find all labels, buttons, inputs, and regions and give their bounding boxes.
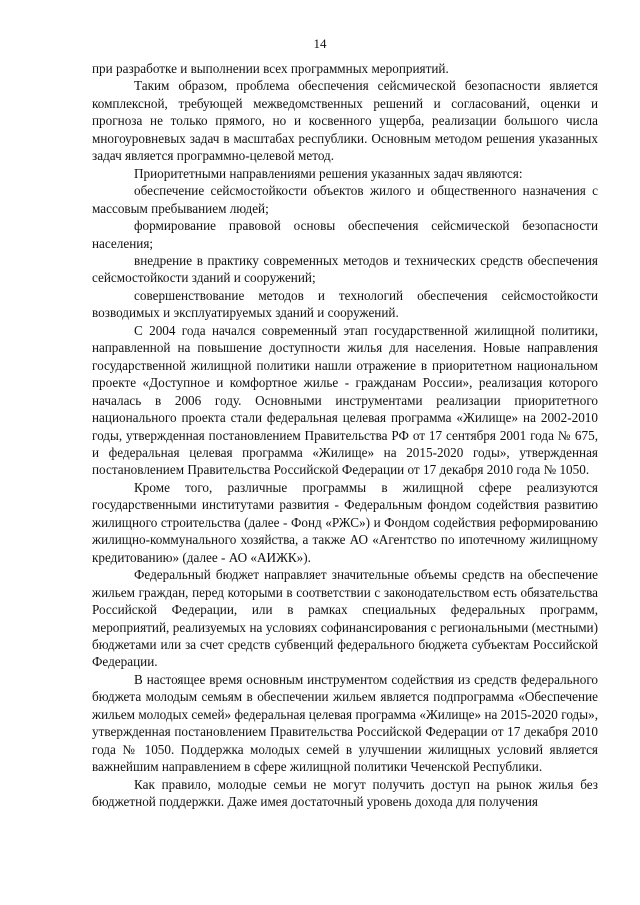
list-item-legal-basis: формирование правовой основы обеспечения сейсмической безопасности населения; <box>92 218 598 251</box>
paragraph-young-families-subprogram: В настоящее время основным инструментом содействия из средств федерального бюджета молодым семьям в обеспечении жильем является подпрограмма «Обеспечение жильем молодых семей» федеральная целевая программа «Жилище» на 2015-2020 годы», утвержденная постановлением Правительства Российской Федерации от 17 декабря 2010 года № 1050. Поддержка молодых семей в улучшении жилищных условий является важнейшим направлением в сфере жилищной политики Чеченской Республики. <box>92 671 598 775</box>
paragraph-seismic-problem: Таким образом, проблема обеспечения сейсмической безопасности является комплексной, требующей межведомственных решений и согласований, оценки и прогноза не только прямого, но и косвенного ущерба, реализации большого числа многоуровневых задач в масштабах республики. Основным методом решения указанных задач является программно-целевой метод. <box>92 78 598 164</box>
paragraph-development-institutions: Кроме того, различные программы в жилищной сфере реализуются государственными институтами развития - Федеральным фондом содействия развитию жилищного строительства (далее - Фонд «РЖС») и Фондом содействия реформированию жилищно-коммунального хозяйства, а также АО «Агентство по ипотечному жилищному кредитованию» (далее - АО «АИЖК»). <box>92 479 598 565</box>
list-item-seismic-resistance-objects: обеспечение сейсмостойкости объектов жилого и общественного назначения с массовым пребыванием людей; <box>92 183 598 216</box>
paragraph-federal-budget: Федеральный бюджет направляет значительные объемы средств на обеспечение жильем граждан, перед которыми в соответствии с законодательством есть обязательства Российской Федерации, или в рамках специальных федеральных программ, мероприятий, реализуемых на условиях софинансирования с региональными (местными) бюджетами или за счет средств субвенций федерального бюджета субъектам Российской Федерации. <box>92 567 598 670</box>
paragraph-continuation: при разработке и выполнении всех программных мероприятий. <box>92 61 449 76</box>
document-body <box>92 60 598 810</box>
paragraph-housing-policy: С 2004 года начался современный этап государственной жилищной политики, направленной на повышение доступности жилья для населения. Новые направления государственной жилищной политики нашли отражение в приоритетном национальном проекте «Доступное и комфортное жилье - гражданам России», реализация которого началась в 2006 году. Основными инструментами реализации приоритетного национального проекта стали федеральная целевая программа «Жилище» на 2002-2010 годы, утвержденная постановлением Правительства РФ от 17 сентября 2001 года № 675, и федеральная целевая программа «Жилище» на 2015-2020 годы», утвержденная постановлением Правительства Российской Федерации от 17 декабря 2010 года № 1050. <box>92 322 598 478</box>
list-item-improvement-technologies: совершенствование методов и технологий обеспечения сейсмостойкости возводимых и эксплуатируемых зданий и сооружений. <box>92 287 598 321</box>
list-item-modern-methods: внедрение в практику современных методов и технических средств обеспечения сейсмостойкости зданий и сооружений; <box>92 252 598 286</box>
page-number: 14 <box>313 36 327 51</box>
paragraph-priority-directions: Приоритетными направлениями решения указанных задач являются: <box>134 165 523 181</box>
paragraph-market-access: Как правило, молодые семьи не могут получить доступ на рынок жилья без бюджетной поддержки. Даже имея достаточный уровень дохода для получения <box>92 776 598 810</box>
